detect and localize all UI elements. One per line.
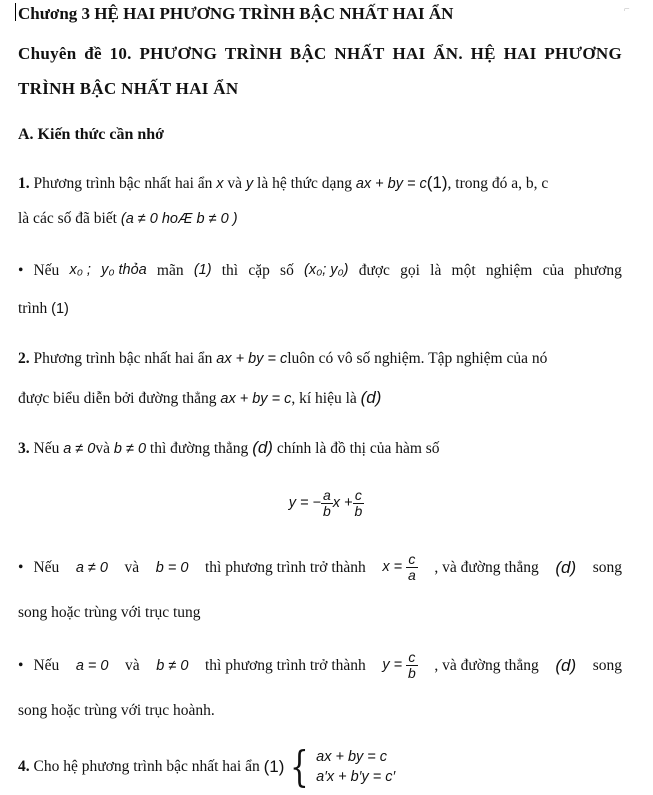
math-condition-a: a = 0	[75, 657, 109, 674]
line-d-label: (d)	[360, 388, 382, 407]
math-token: (1)	[193, 262, 212, 278]
text: luôn có vô số nghiệm. Tập nghiệm của nó	[287, 350, 548, 367]
bullet-1-line1	[18, 262, 622, 280]
system-equations	[316, 747, 395, 787]
word: một	[451, 262, 476, 279]
fraction-denominator: b	[322, 503, 331, 519]
math-linear-equation: ax + by = c	[216, 351, 288, 367]
text: được biểu diễn bởi đường thẳng	[18, 390, 221, 407]
paragraph-3-line	[18, 438, 440, 458]
math-x-equals-c-over-a	[382, 552, 417, 583]
word: gọi	[400, 262, 420, 279]
formula-middle: x +	[332, 495, 353, 512]
system-equation-1: ax + by = c	[316, 749, 388, 765]
word: NHẤT	[334, 44, 385, 63]
bullet-marker: •	[18, 558, 24, 576]
math-condition-b: b ≠ 0	[113, 441, 147, 457]
text: thì phương trình trở thành	[204, 656, 366, 674]
word: HAI	[392, 44, 426, 63]
math-condition: (a ≠ 0 hoÆ b ≠ 0 )	[120, 211, 238, 227]
bullet-1-lead	[18, 262, 59, 280]
text: thì phương trình trở thành	[204, 558, 366, 576]
math-token: x₀ ;	[69, 262, 91, 278]
math-condition-a: a ≠ 0	[75, 559, 108, 576]
fraction-denominator: a	[408, 567, 416, 583]
bullet-2-lead	[18, 559, 59, 577]
topic-heading-line1	[18, 44, 622, 64]
text: và	[124, 558, 140, 576]
math-token: (x₀; y₀)	[304, 262, 349, 278]
text: và	[95, 440, 114, 457]
word: ẨN.	[433, 44, 463, 63]
word: cặp	[248, 262, 270, 279]
fraction-denominator: b	[354, 503, 363, 519]
fraction-a-over-b	[321, 488, 333, 519]
math-x: x	[216, 176, 224, 192]
word: Chuyên	[18, 44, 77, 63]
line-d-label: (d)	[555, 655, 577, 675]
left-brace-icon: {	[290, 742, 310, 791]
function-formula	[0, 488, 653, 519]
bullet-3-line2: song hoặc trùng với trục hoành.	[18, 702, 215, 719]
fraction-numerator: c	[408, 649, 416, 665]
formula-lhs: x =	[382, 559, 403, 576]
fraction-denominator: b	[408, 665, 416, 681]
text-cursor	[15, 3, 16, 21]
word: HỆ	[470, 44, 496, 63]
math-condition-b: b ≠ 0	[156, 657, 189, 674]
text: Phương trình bậc nhất hai ẩn	[29, 350, 217, 367]
topic-heading-line2: TRÌNH BẬC NHẤT HAI ẨN	[18, 79, 239, 98]
fraction-numerator: c	[354, 487, 362, 503]
word: HAI	[503, 44, 537, 63]
text: , và đường thẳng	[434, 656, 539, 674]
text: song	[592, 656, 622, 674]
section-a-heading: A. Kiến thức cần nhớ	[18, 126, 165, 143]
math-linear-equation: ax + by = c	[355, 176, 427, 192]
paragraph-4-number: 4.	[18, 758, 30, 775]
text: là hệ thức dạng	[253, 175, 356, 192]
formula-lhs: y =	[382, 657, 403, 674]
text: trình	[18, 300, 52, 317]
fraction-c-over-b	[406, 650, 418, 681]
fraction-c-over-b	[353, 488, 365, 519]
bullet-3-lead	[18, 657, 59, 675]
text: , kí hiệu là	[291, 390, 361, 407]
paragraph-1-number: 1.	[18, 175, 30, 192]
line-d-label: (d)	[252, 438, 273, 457]
margin-corner-mark: ⌐	[624, 4, 630, 15]
fraction-numerator: a	[322, 487, 331, 503]
math-y-equals-c-over-b	[382, 650, 417, 681]
word: PHƯƠNG	[139, 44, 218, 63]
paragraph-2-number: 2.	[18, 350, 30, 367]
word: là	[430, 262, 442, 279]
math-linear-equation: ax + by = c	[220, 391, 292, 407]
word: nghiệm	[485, 262, 533, 279]
line-d-label: (d)	[555, 557, 577, 577]
word: mãn	[156, 262, 184, 279]
word: của	[542, 262, 565, 279]
system-equation-2: a′x + b′y = c′	[316, 769, 396, 785]
bullet-2-line2: song hoặc trùng với trục tung	[18, 604, 201, 621]
equation-label: (1)	[426, 173, 448, 192]
paragraph-2-line1	[18, 350, 547, 368]
system-label: (1)	[263, 757, 285, 776]
text: Phương trình bậc nhất hai ẩn	[29, 175, 217, 192]
word: được	[358, 262, 390, 279]
text: và	[223, 175, 246, 192]
word: thì	[221, 262, 239, 279]
equation-label: (1)	[51, 301, 69, 317]
word: đề	[84, 44, 102, 63]
paragraph-1-line2	[18, 210, 238, 228]
word: BẬC	[289, 44, 327, 63]
math-condition-a: a ≠ 0	[63, 441, 96, 457]
text: song	[592, 558, 622, 576]
word: số	[280, 262, 294, 279]
paragraph-1-line1	[18, 173, 548, 193]
text: Cho hệ phương trình bậc nhất hai ẩn	[29, 758, 264, 775]
bullet-marker: •	[18, 656, 24, 674]
math-y: y	[245, 176, 254, 192]
math-token: y₀ thỏa	[101, 262, 147, 278]
equation-system	[284, 742, 396, 791]
paragraph-3-number: 3.	[18, 440, 30, 457]
math-condition-b: b = 0	[155, 559, 189, 576]
text: thì đường thẳng	[146, 440, 253, 457]
text: Nếu	[33, 656, 60, 674]
text: Nếu	[29, 440, 64, 457]
word: phương	[574, 262, 622, 279]
text: , và đường thẳng	[434, 558, 539, 576]
paragraph-4-line	[18, 742, 396, 791]
bullet-3-line1	[18, 650, 622, 681]
bullet-marker: •	[18, 262, 24, 279]
word: TRÌNH	[224, 44, 283, 63]
fraction-c-over-a	[406, 552, 418, 583]
bullet-1-line2	[18, 300, 69, 318]
word: 10.	[109, 44, 132, 63]
chapter-title: Chương 3 HỆ HAI PHƯƠNG TRÌNH BẬC NHẤT HAI ẨN	[18, 4, 454, 23]
word: Nếu	[33, 262, 60, 279]
fraction-numerator: c	[408, 551, 416, 567]
text: Nếu	[33, 558, 60, 576]
word: PHƯƠNG	[544, 44, 622, 63]
formula-lhs: y = −	[288, 495, 321, 512]
text: và	[125, 656, 140, 674]
text: là các số đã biết	[18, 210, 121, 227]
paragraph-2-line2	[18, 388, 381, 408]
text: , trong đó a, b, c	[447, 175, 549, 192]
text: chính là đồ thị của hàm số	[272, 440, 440, 457]
bullet-2-line1	[18, 552, 622, 583]
